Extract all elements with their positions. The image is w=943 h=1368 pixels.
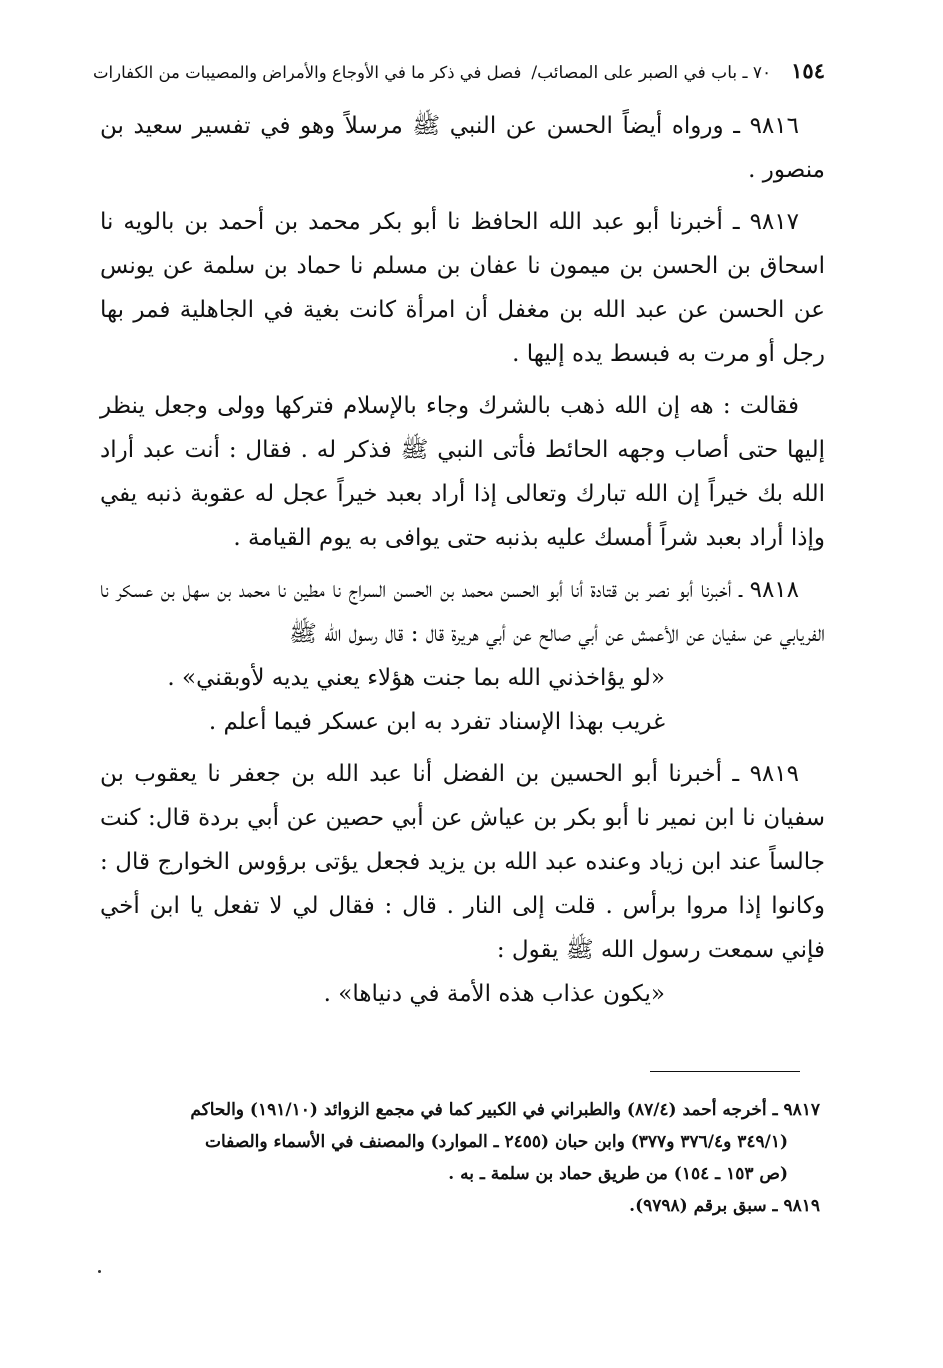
grading-note-9818: غريب بهذا الإسناد تفرد به ابن عسكر فيما أعلم . (208, 709, 665, 735)
hadith-number: ٩٨١٧ (749, 209, 799, 235)
hadith-number: ٩٨١٩ (749, 761, 799, 787)
hadith-quote-9819: «يكون عذاب هذه الأمة في دنياها» . (323, 981, 665, 1007)
paragraph-9817 (100, 200, 825, 376)
header-section-title: فصل في ذكر ما في الأوجاع والأمراض والمصيبات من الكفارات (93, 63, 522, 82)
footnote-9819: ٩٨١٩ ـ سبق برقم (٩٧٩٨). (629, 1196, 820, 1216)
paragraph-9817-continued (100, 384, 825, 560)
paragraph-9818 (100, 568, 825, 656)
paragraph-text: ـ أخبرنا أبو عبد الله الحافظ نا أبو بكر محمد بن أحمد بن بالويه نا اسحاق بن الحسن بن ميمون نا عفان بن مسلم نا حماد بن سلمة عن يونس عن الحسن عن عبد الله بن مغفل أن امرأة كانت بغية في الجاهلية فمر بها رجل أو مرت به فبسط يده إليها . (100, 209, 825, 367)
footnote-9817-line-1: ٩٨١٧ ـ أخرجه أحمد (٨٧/٤) والطبراني في الكبير كما في مجمع الزوائد (١٩١/١٠) والحاكم (190, 1100, 820, 1120)
hadith-number: ٩٨١٦ (749, 113, 799, 139)
page-number: ١٥٤ (791, 58, 825, 83)
paragraph-text: فقالت : هه إن الله ذهب بالشرك وجاء بالإسلام فتركها وولى وجعل ينظر إليها حتى أصاب وجهه الحائط فأتى النبي ﷺ فذكر له . فقال : أنت عبد أراد الله بك خيراً إن الله تبارك وتعالى إذا أراد بعبد خيراً عجل له عقوبة ذنبه يفي وإذا أراد بعبد شراً أمسك عليه بذنبه حتى يوافى به يوم القيامة . (100, 393, 825, 551)
paragraph-text: ـ أخبرنا أبو نصر بن قتادة أنا أبو الحسن محمد بن الحسن السراج نا مطين نا محمد بن سهل بن عسكر نا الفريابي عن سفيان عن الأعمش عن أبي صالح عن أبي هريرة قال : قال رسول الله ﷺ (100, 577, 825, 647)
paragraph-text: ـ ورواه أيضاً الحسن عن النبي ﷺ مرسلاً وهو في تفسير سعيد بن منصور . (100, 113, 825, 183)
footnote-9817-line-3: (ص ١٥٣ ـ ١٥٤) من طريق حماد بن سلمة ـ به . (448, 1164, 788, 1184)
footnote-9817-line-2: (٣٤٩/١ و٣٧٦/٤ و٣٧٧) وابن حبان (٢٤٥٥ ـ الموارد) والمصنف في الأسماء والصفات (204, 1132, 788, 1152)
paragraph-9816 (100, 104, 825, 192)
scan-speck (98, 1270, 101, 1273)
running-header (93, 58, 825, 83)
hadith-number: ٩٨١٨ (749, 577, 800, 603)
header-chapter: ٧٠ ـ باب في الصبر على المصائب/ (531, 63, 772, 83)
footnote-divider (650, 1071, 800, 1072)
main-text (100, 104, 825, 1016)
footnotes (100, 1094, 820, 1222)
paragraph-text: ـ أخبرنا أبو الحسين بن الفضل أنا عبد الله بن جعفر نا يعقوب بن سفيان نا ابن نمير نا أبو بكر بن عياش عن أبي حصين عن أبي بردة قال: كنت جالساً عند ابن زياد وعنده عبد الله بن يزيد فجعل يؤتى برؤوس الخوارج قال : وكانوا إذا مروا برأس . قلت إلى النار . قال : فقال لي لا تفعل يا ابن أخي فإني سمعت رسول الله ﷺ يقول : (100, 761, 825, 963)
paragraph-9819 (100, 752, 825, 972)
hadith-quote-9818: «لو يؤاخذني الله بما جنت هؤلاء يعني يديه لأوبقني» . (167, 665, 665, 691)
